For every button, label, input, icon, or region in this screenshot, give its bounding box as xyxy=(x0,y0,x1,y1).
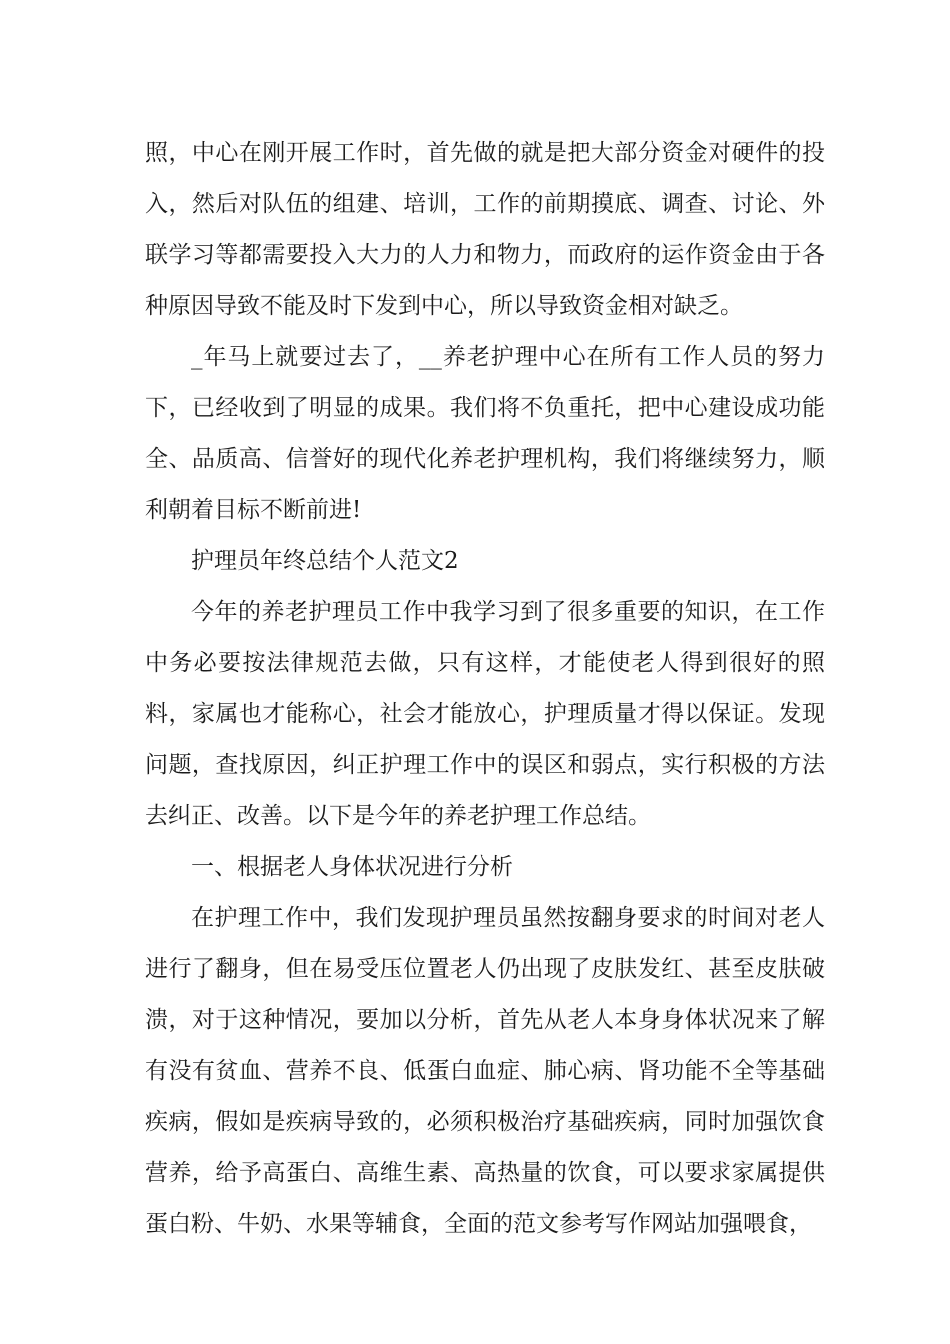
subsection-heading: 一、根据老人身体状况进行分析 xyxy=(191,854,513,880)
paragraph-continuation: 照，中心在刚开展工作时，首先做的就是把大部分资金对硬件的投入，然后对队伍的组建、培训，工作的前期摸底、调查、讨论、外联学习等都需要投入大力的人力和物力，而政府的运作资金由于各种原因导致不能及时下发到中心，所以导致资金相对缺乏。 xyxy=(145,140,825,319)
paragraph-analysis: 在护理工作中，我们发现护理员虽然按翻身要求的时间对老人进行了翻身，但在易受压位置老人仍出现了皮肤发红、甚至皮肤破溃，对于这种情况，要加以分析，首先从老人本身身体状况来了解有没有贫血、营养不良、低蛋白血症、肺心病、肾功能不全等基础疾病，假如是疾病导致的，必须积极治疗基础疾病，同时加强饮食营养，给予高蛋白、高维生素、高热量的饮食，可以要求家属提供蛋白粉、牛奶、水果等辅食，全面的范文参考写作网站加强喂食， xyxy=(145,905,825,1237)
document-body xyxy=(145,128,825,1250)
paragraph-intro: 今年的养老护理员工作中我学习到了很多重要的知识，在工作中务必要按法律规范去做，只有这样，才能使老人得到很好的照料，家属也才能称心，社会才能放心，护理质量才得以保证。发现问题，查找原因，纠正护理工作中的误区和弱点，实行积极的方法去纠正、改善。以下是今年的养老护理工作总结。 xyxy=(145,599,825,829)
section-title: 护理员年终总结个人范文2 xyxy=(191,548,459,574)
paragraph-year-end: _年马上就要过去了，__养老护理中心在所有工作人员的努力下，已经收到了明显的成果。我们将不负重托，把中心建设成功能全、品质高、信誉好的现代化养老护理机构，我们将继续努力，顺利朝着目标不断前进! xyxy=(145,344,825,523)
